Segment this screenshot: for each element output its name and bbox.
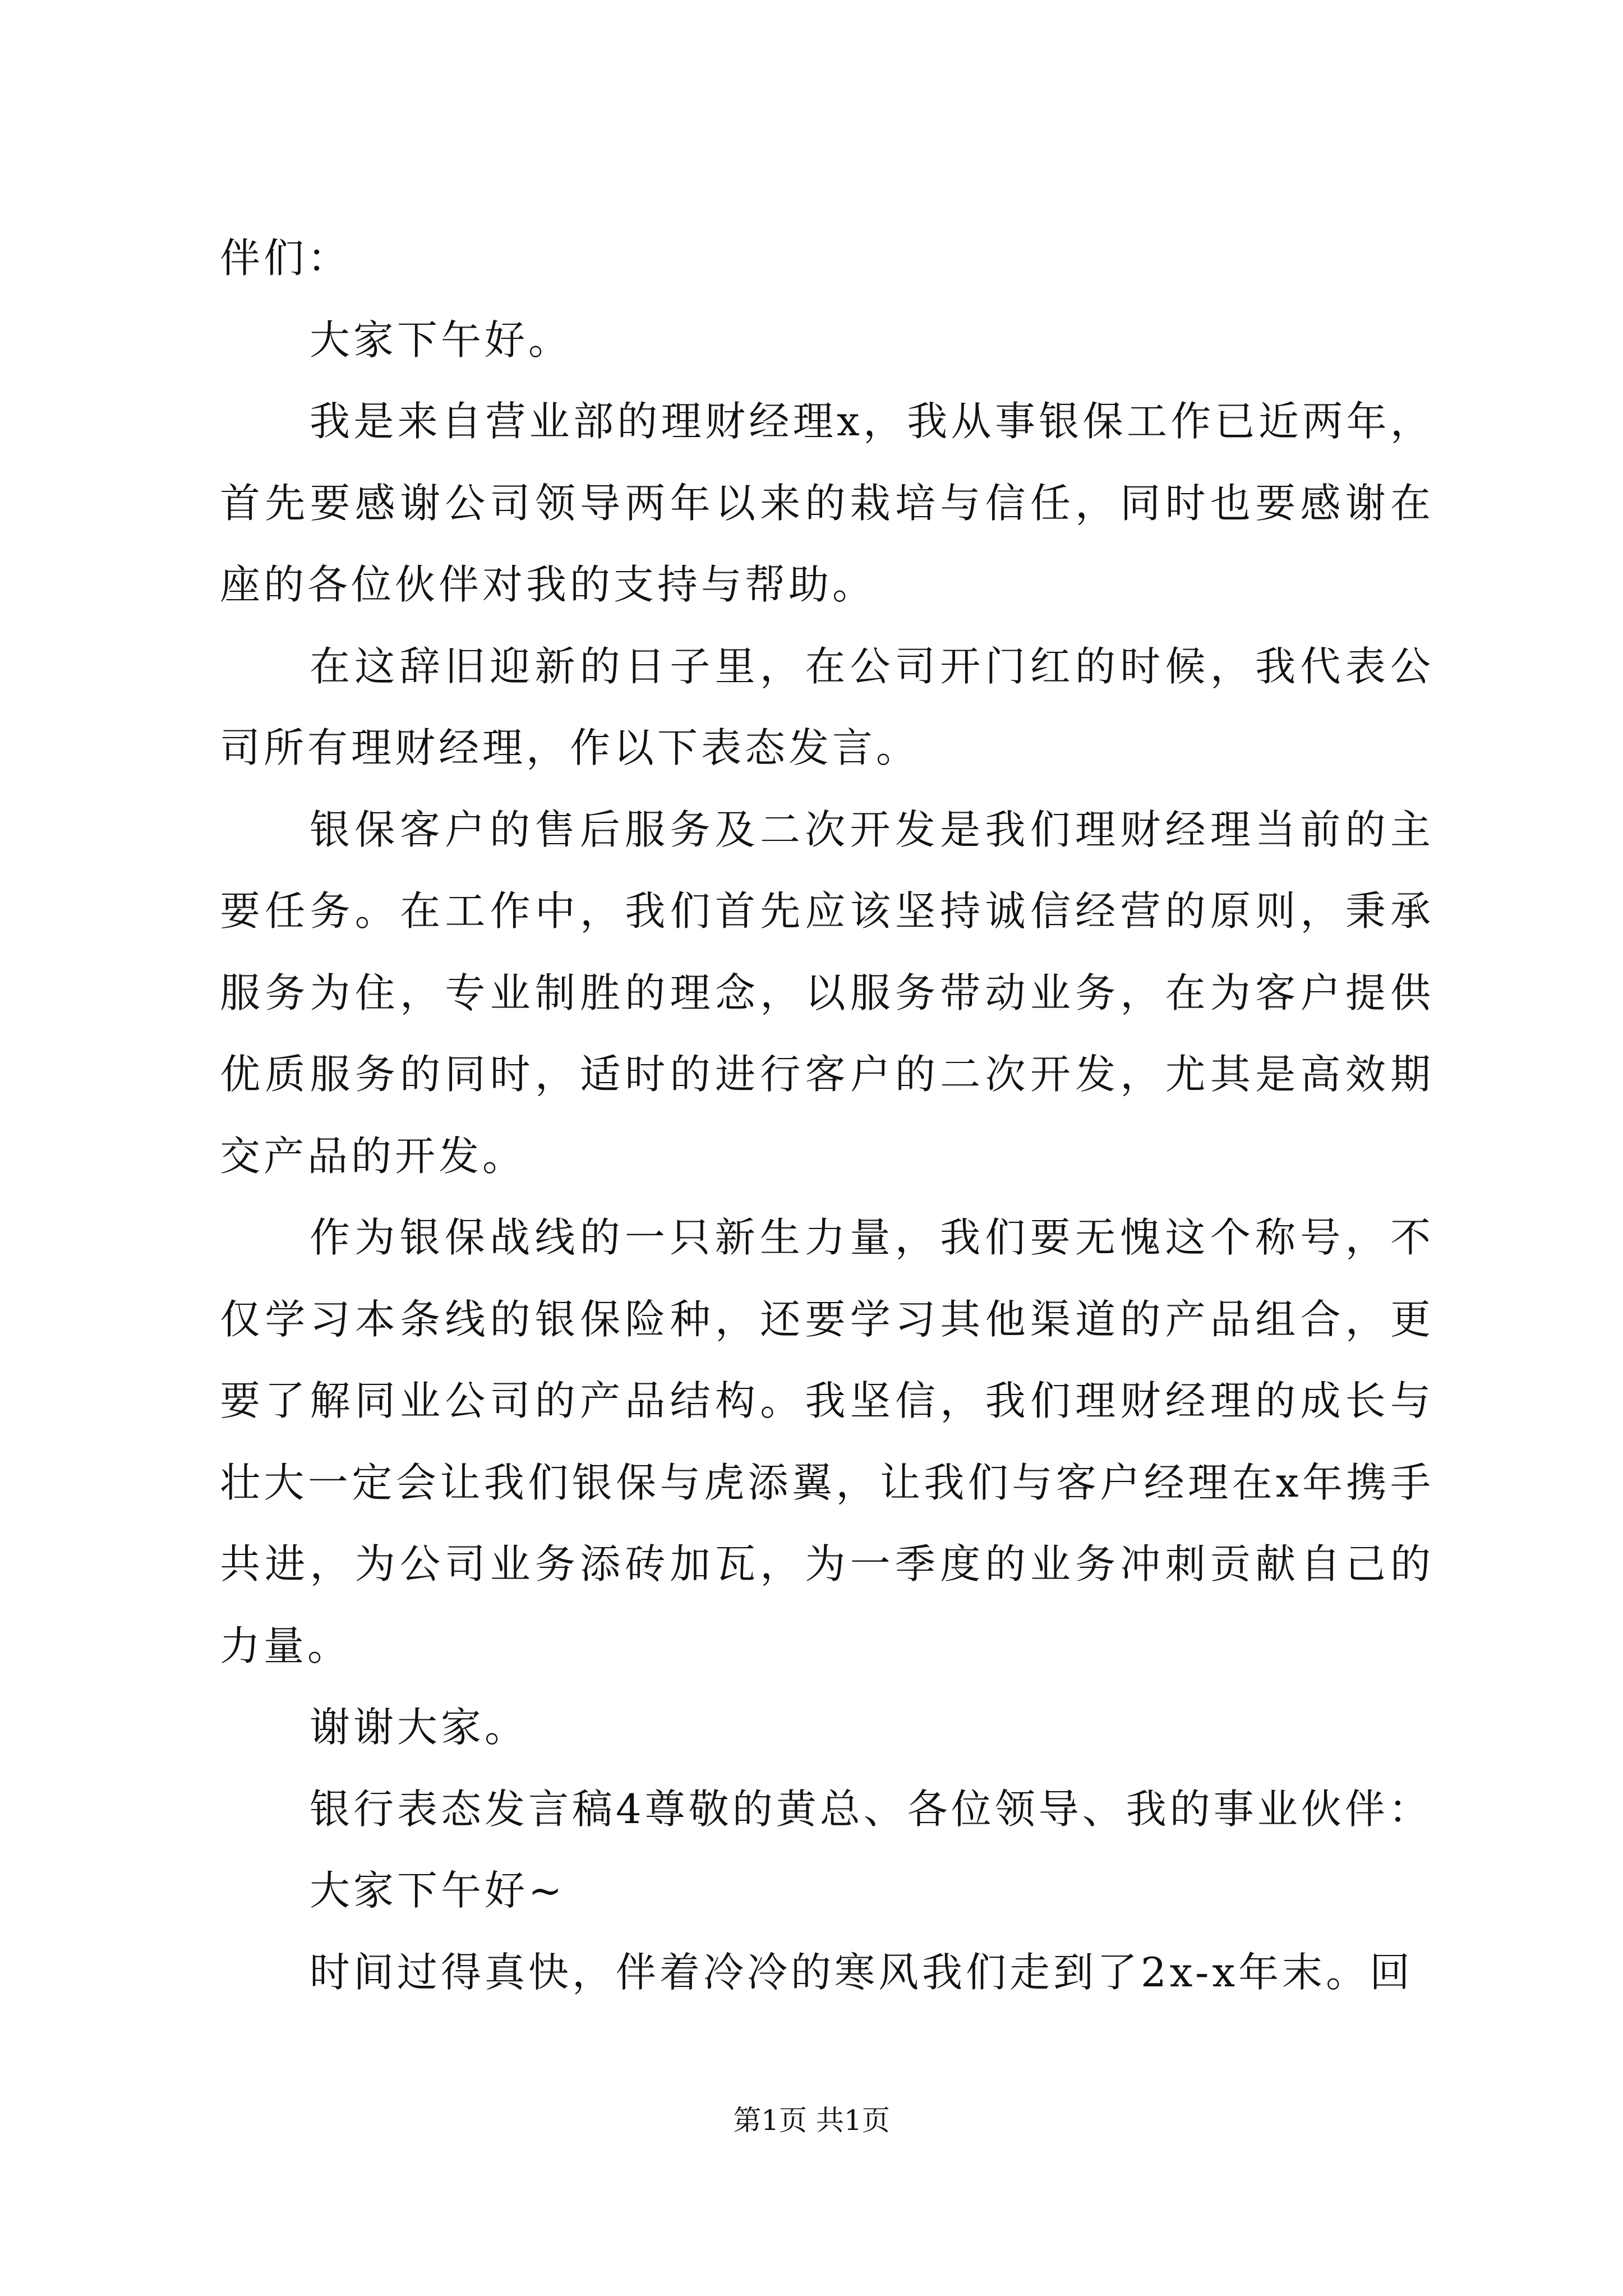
- page-footer: [0, 2101, 1623, 2140]
- paragraph-10: 时间过得真快，伴着冷冷的寒风我们走到了2x-x年末。回: [310, 1948, 1414, 1996]
- document-body: [220, 218, 1434, 2013]
- paragraph-5: 银保客户的售后服务及二次开发是我们理财经理当前的主要任务。在工作中，我们首先应该坚持诚信经营的原则，秉承服务为住，专业制胜的理念，以服务带动业务，在为客户提供优质服务的同时，适时的进行客户的二次开发，尤其是高效期交产品的开发。: [220, 806, 1434, 1180]
- paragraph-2: 大家下午好。: [310, 316, 573, 364]
- paragraph-7: 谢谢大家。: [310, 1704, 529, 1751]
- paragraph-4: 在这辞旧迎新的日子里，在公司开门红的时候，我代表公司所有理财经理，作以下表态发言。: [220, 642, 1434, 771]
- paragraph-9: 大家下午好~: [310, 1867, 566, 1914]
- paragraph-1: 伴们：: [220, 234, 352, 282]
- page-number-label: 第1页 共1页: [733, 2104, 890, 2137]
- paragraph-3: 我是来自营业部的理财经理x，我从事银保工作已近两年，首先要感谢公司领导两年以来的栽培与信任，同时也要感谢在座的各位伙伴对我的支持与帮助。: [220, 398, 1434, 608]
- paragraph-6: 作为银保战线的一只新生力量，我们要无愧这个称号，不仅学习本条线的银保险种，还要学习其他渠道的产品组合，更要了解同业公司的产品结构。我坚信，我们理财经理的成长与壮大一定会让我们银保与虎添翼，让我们与客户经理在x年携手共进，为公司业务添砖加瓦，为一季度的业务冲刺贡献自己的力量。: [220, 1214, 1434, 1669]
- paragraph-8: 银行表态发言稿4尊敬的黄总、各位领导、我的事业伙伴：: [310, 1785, 1432, 1833]
